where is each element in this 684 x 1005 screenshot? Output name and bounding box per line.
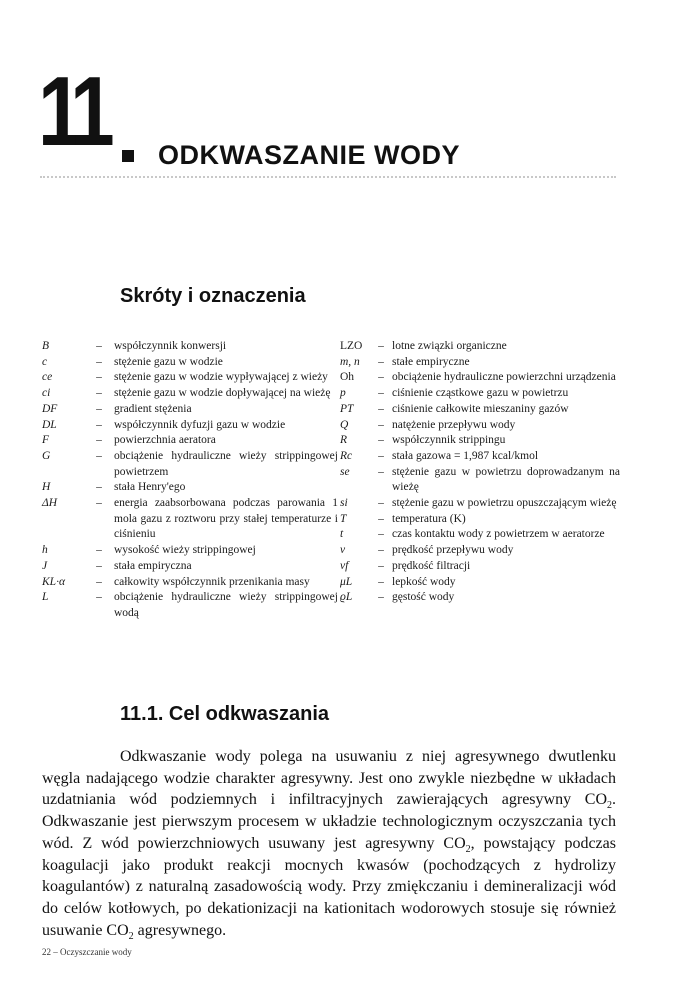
abbr-description: obciążenie hydrauliczne powierzchni urządzenia — [392, 371, 616, 384]
abbr-description: stała Henry'ego — [114, 481, 186, 494]
abbr-row — [42, 449, 338, 480]
abbr-dash: – — [96, 559, 102, 572]
abbr-symbol: F — [42, 434, 50, 447]
abbr-description: ciśnienie całkowite mieszaniny gazów — [392, 402, 569, 415]
abbr-row — [340, 590, 620, 606]
abbr-symbol: H — [42, 481, 51, 494]
abbr-description: stężenie gazu w wodzie — [114, 355, 223, 368]
abbr-symbol: R — [340, 434, 348, 447]
text-run: . Odkwaszanie jest pierwszym procesem w układzie technologicznym oczyszczania tych wód. Z wód powierzchniowych usuwany jest agresywny CO — [42, 791, 616, 852]
abbr-row — [42, 402, 338, 418]
abbr-row — [340, 575, 620, 591]
abbr-row — [42, 575, 338, 591]
abbreviations-left-column — [42, 339, 338, 622]
abbr-dash: – — [378, 591, 384, 604]
abbr-symbol: ϱL — [340, 591, 353, 604]
abbr-description: ciśnienie cząstkowe gazu w powietrzu — [392, 387, 569, 400]
abbr-dash: – — [96, 481, 102, 494]
abbr-description: stężenie gazu w wodzie dopływającej na wieżę — [114, 387, 331, 400]
abbr-row — [340, 512, 620, 528]
abbr-symbol: se — [340, 465, 350, 478]
abbr-row — [340, 465, 620, 496]
abbr-symbol: B — [42, 340, 50, 352]
abbr-description: współczynnik dyfuzji gazu w wodzie — [114, 418, 286, 431]
abbr-symbol: μL — [340, 575, 353, 588]
abbr-dash: – — [378, 355, 384, 368]
abbr-dash: – — [96, 387, 102, 400]
abbr-description: lepkość wody — [392, 575, 456, 588]
abbr-symbol: ci — [42, 387, 51, 400]
abbr-row — [42, 590, 338, 621]
abbr-row — [42, 418, 338, 434]
abbr-row — [340, 402, 620, 418]
abbr-description: temperatura (K) — [392, 512, 466, 525]
abbr-row — [42, 370, 338, 386]
abbr-row — [340, 370, 620, 386]
abbr-row — [340, 418, 620, 434]
subscript: 2 — [465, 844, 471, 855]
abbr-row — [42, 433, 338, 449]
abbr-row — [340, 449, 620, 465]
abbr-dash: – — [378, 371, 384, 384]
abbr-description: stężenie gazu w wodzie wypływającej z wieży — [114, 371, 328, 384]
abbr-dash: – — [378, 402, 384, 415]
paragraph-text — [42, 746, 616, 941]
abbr-dash: – — [378, 575, 384, 588]
abbr-row — [340, 433, 620, 449]
abbr-dash: – — [378, 559, 384, 572]
abbr-dash: – — [96, 544, 102, 557]
chapter-divider — [40, 176, 616, 178]
abbr-description: prędkość filtracji — [392, 559, 471, 572]
abbr-description: stała empiryczna — [114, 559, 192, 572]
abbr-dash: – — [378, 449, 384, 462]
abbr-dash: – — [378, 512, 384, 525]
abbr-description: współczynnik strippingu — [392, 434, 506, 447]
abbr-symbol: si — [340, 497, 348, 510]
abbr-row — [42, 559, 338, 575]
abbr-description: stężenie gazu w powietrzu doprowadzanym na wieżę — [392, 465, 620, 494]
abbr-dash: – — [378, 465, 384, 478]
abbr-dash: – — [96, 371, 102, 384]
abbr-description: gęstość wody — [392, 591, 455, 604]
abbr-symbol: Oh — [340, 371, 355, 384]
text-run: Odkwaszanie wody polega na usuwaniu z niej agresywnego dwutlenku węgla nadającego wodzie charakter agresywny. Jest ono zwykle niezbędne w układach uzdatniania wód podziemnych i infiltracyjnych zawierających agresywny CO — [42, 748, 616, 809]
abbr-dash: – — [378, 418, 384, 431]
abbr-description: całkowity współczynnik przenikania masy — [114, 575, 310, 588]
abbr-description: natężenie przepływu wody — [392, 418, 516, 431]
chapter-bullet — [122, 150, 134, 162]
abbr-dash: – — [378, 497, 384, 510]
abbr-dash: – — [96, 575, 102, 588]
abbr-dash: – — [96, 340, 102, 352]
abbr-row — [340, 355, 620, 371]
abbr-symbol: KL·α — [42, 575, 65, 588]
abbreviations-right-column — [340, 339, 620, 606]
text-run: , powstający podczas koagulacji jako produkt reakcji mocnych kwasów (pochodzących z hydrolizy koagulantów) z naturalną zasadowością wody. Przy zmiękczaniu i demineralizacji wód do celów kotłowych, po dekationizacji na kationitach wodorowych stosuje się również usuwanie CO — [42, 834, 616, 939]
abbr-description: powierzchnia aeratora — [114, 434, 216, 447]
abbr-symbol: T — [340, 512, 347, 525]
abbr-symbol: vf — [340, 559, 349, 572]
abbr-symbol: v — [340, 544, 346, 557]
abbr-row — [340, 386, 620, 402]
abbr-description: lotne związki organiczne — [392, 340, 507, 352]
abbr-description: stałe empiryczne — [392, 355, 470, 368]
abbr-row — [340, 496, 620, 512]
abbr-description: współczynnik konwersji — [114, 340, 227, 352]
abbr-description: obciążenie hydrauliczne wieży strippingowej wodą — [114, 591, 338, 619]
section-paragraph — [42, 746, 616, 941]
abbr-row — [340, 527, 620, 543]
abbr-row — [42, 480, 338, 496]
abbr-dash: – — [96, 402, 102, 415]
abbr-symbol: LZO — [340, 340, 363, 352]
abbr-dash: – — [96, 418, 102, 431]
abbr-symbol: ce — [42, 371, 53, 384]
abbr-row — [42, 339, 338, 355]
abbr-symbol: h — [42, 544, 48, 557]
abbr-dash: – — [96, 434, 102, 447]
abbr-dash: – — [96, 591, 102, 604]
abbr-description: stała gazowa = 1,987 kcal/kmol — [392, 449, 539, 462]
abbr-symbol: m, n — [340, 355, 360, 368]
abbr-symbol: t — [340, 528, 344, 541]
abbr-dash: – — [378, 528, 384, 541]
abbr-symbol: DF — [42, 402, 58, 415]
abbr-dash: – — [378, 387, 384, 400]
abbr-symbol: Rc — [340, 449, 353, 462]
abbr-symbol: L — [42, 591, 49, 604]
abbr-symbol: p — [340, 387, 346, 400]
abbr-dash: – — [96, 449, 102, 462]
abbr-row — [340, 543, 620, 559]
abbr-symbol: G — [42, 449, 51, 462]
abbr-description: czas kontaktu wody z powietrzem w aeratorze — [392, 528, 605, 541]
abbr-symbol: DL — [42, 418, 57, 431]
abbr-row — [340, 339, 620, 355]
chapter-number: 11 — [38, 56, 107, 166]
page-footer: 22 – Oczyszczanie wody — [42, 947, 132, 957]
abbr-row — [42, 355, 338, 371]
abbr-symbol: PT — [340, 402, 354, 415]
abbr-dash: – — [378, 340, 384, 352]
text-run: agresywnego. — [133, 921, 227, 939]
abbr-description: stężenie gazu w powietrzu opuszczającym wieżę — [392, 497, 617, 510]
abbr-row — [42, 496, 338, 543]
abbr-dash: – — [96, 497, 102, 510]
subscript: 2 — [607, 800, 612, 812]
abbr-description: obciążenie hydrauliczne wieży strippingowej powietrzem — [114, 449, 338, 478]
subscript: 2 — [128, 930, 134, 942]
abbr-dash: – — [96, 355, 102, 368]
abbr-row — [42, 543, 338, 559]
abbr-symbol: Q — [340, 418, 349, 431]
abbr-dash: – — [378, 544, 384, 557]
abbreviations-heading: Skróty i oznaczenia — [120, 285, 306, 307]
section-heading: 11.1. Cel odkwaszania — [120, 703, 329, 725]
chapter-title: ODKWASZANIE WODY — [158, 140, 460, 170]
abbr-description: gradient stężenia — [114, 402, 192, 415]
abbr-description: energia zaabsorbowana podczas parowania 1 mola gazu z roztworu przy stałej temperaturze i ciśnieniu — [114, 497, 338, 541]
abbr-row — [340, 559, 620, 575]
abbr-row — [42, 386, 338, 402]
abbr-dash: – — [378, 434, 384, 447]
abbr-symbol: J — [42, 559, 48, 572]
abbr-description: wysokość wieży strippingowej — [114, 544, 256, 557]
abbr-description: prędkość przepływu wody — [392, 544, 514, 557]
abbr-symbol: c — [42, 355, 48, 368]
abbr-symbol: ΔH — [42, 497, 58, 510]
